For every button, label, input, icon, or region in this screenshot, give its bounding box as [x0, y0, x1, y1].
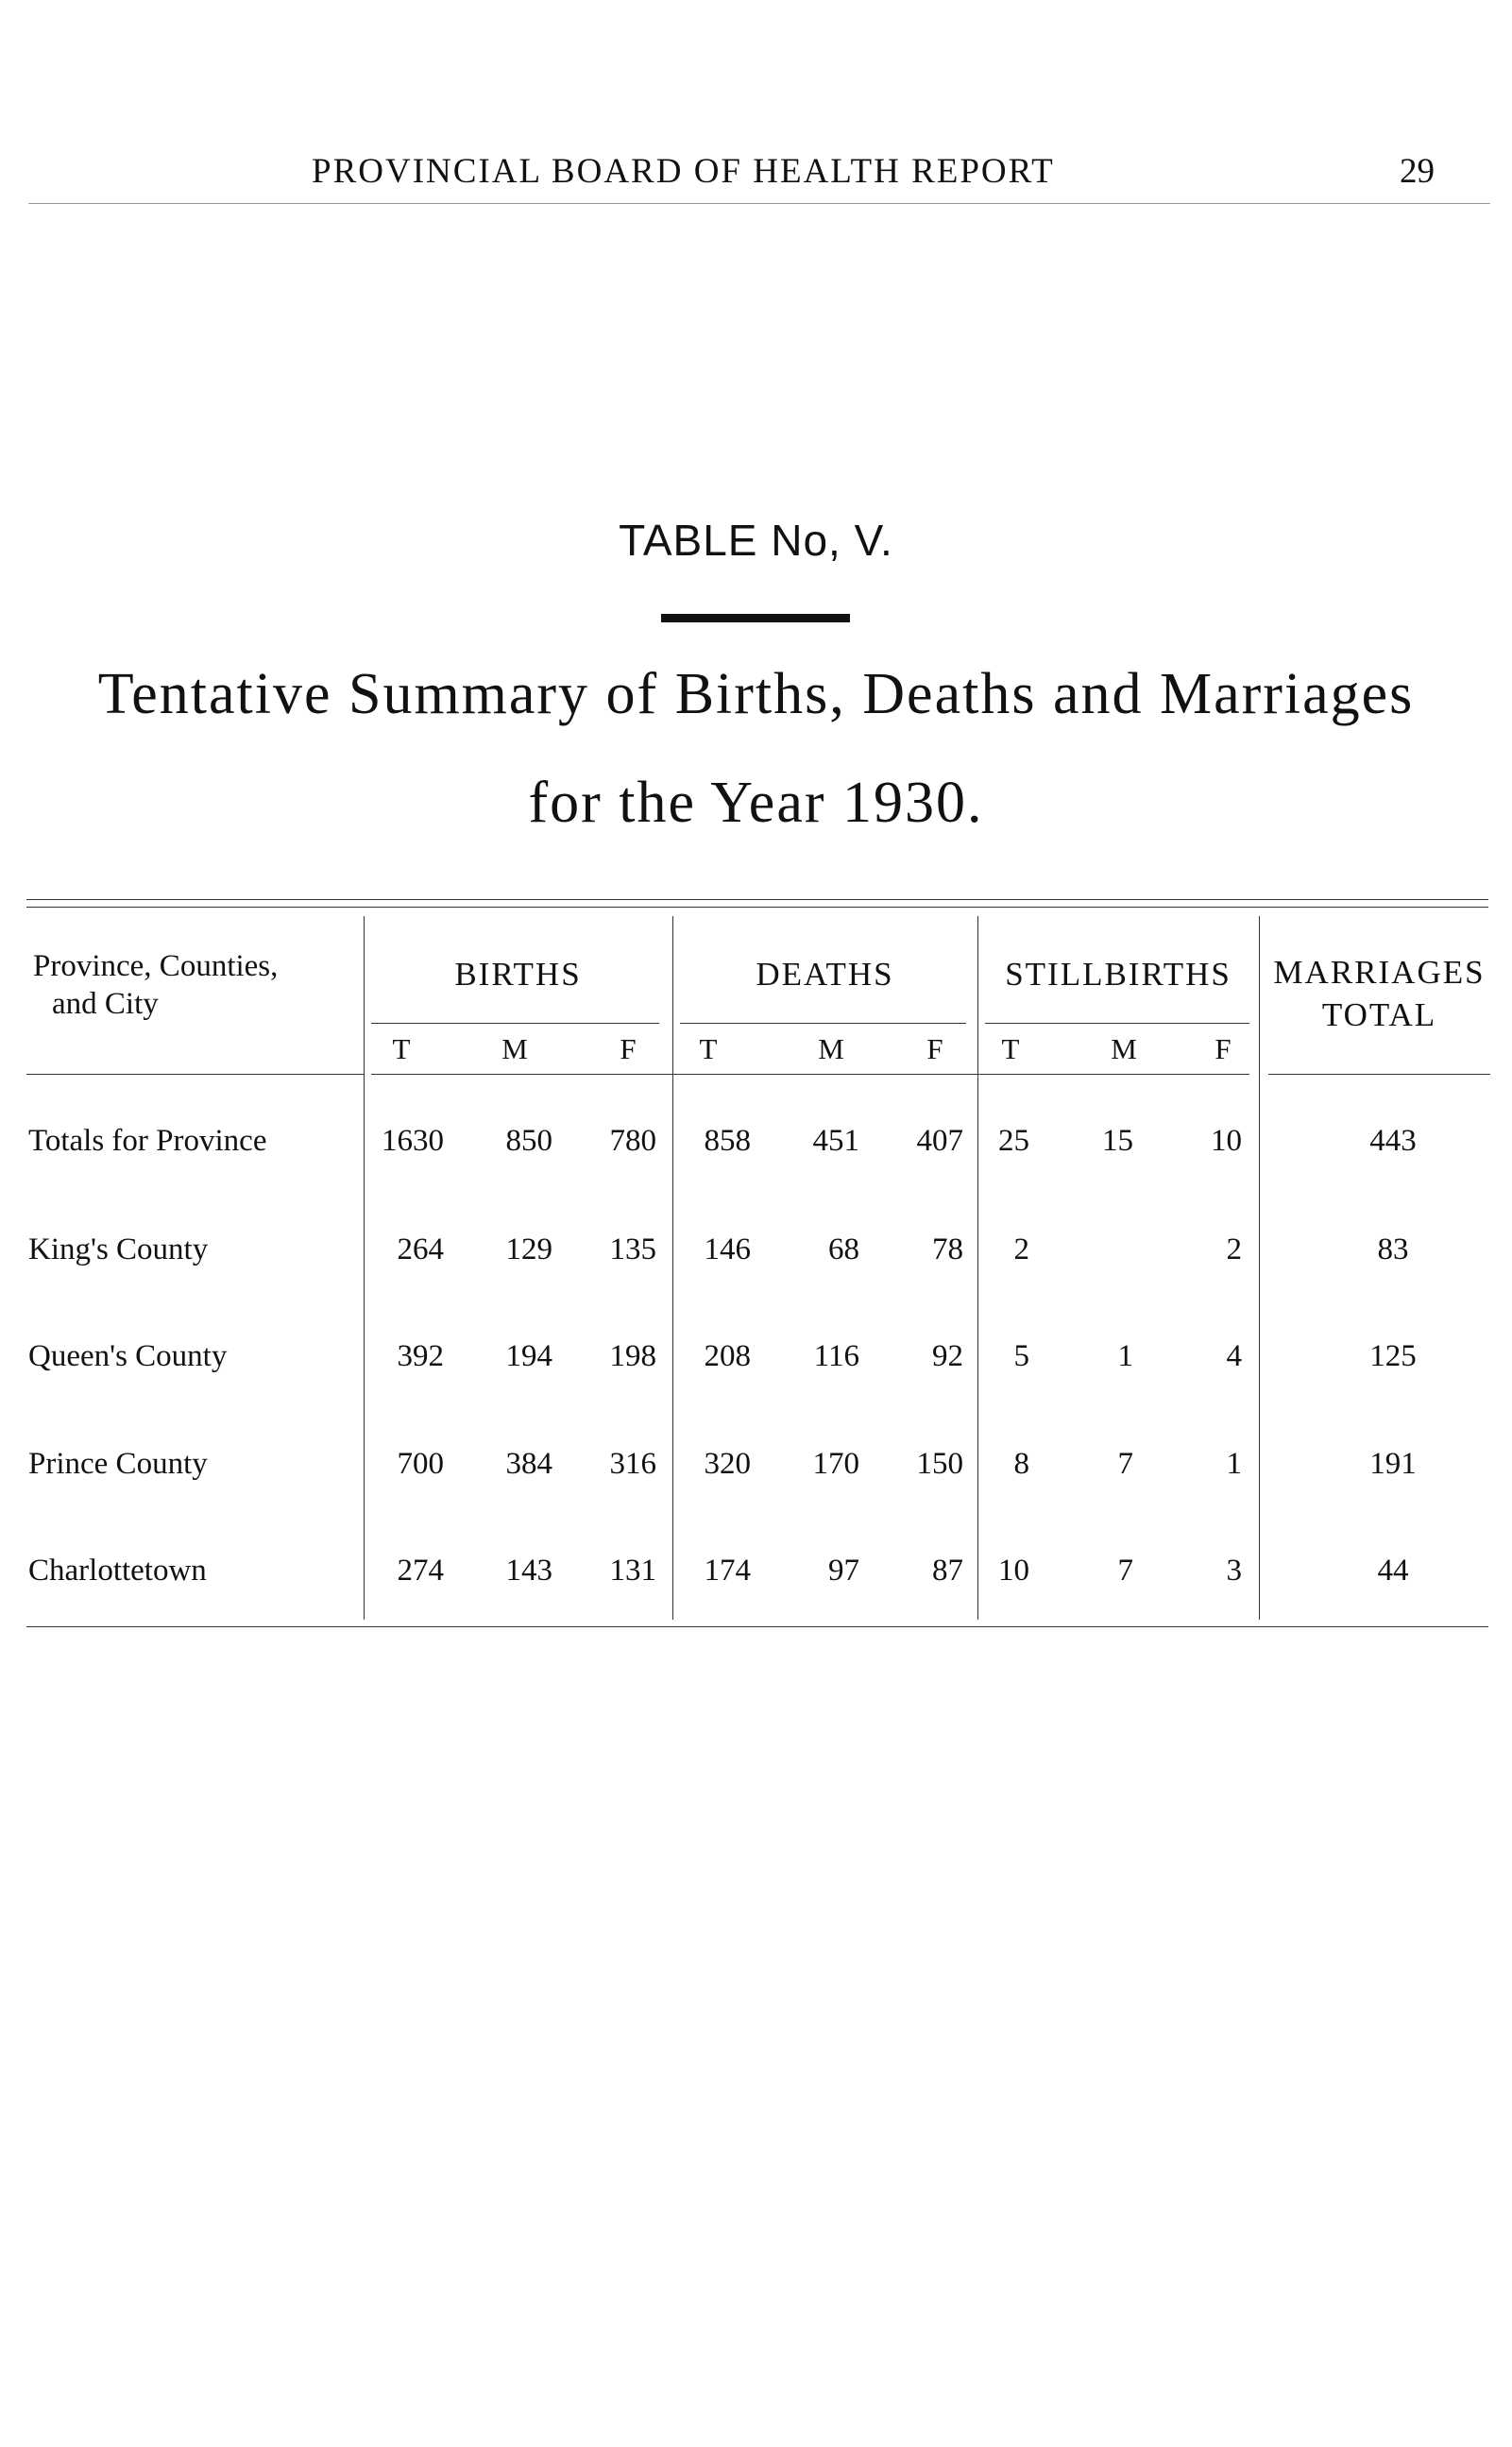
stillbirths-female: 1 [1226, 1447, 1242, 1481]
deaths-total: 320 [704, 1447, 751, 1481]
stillbirths-male: 1 [1117, 1339, 1133, 1373]
stillbirths-total: 25 [998, 1124, 1029, 1158]
deaths-header: DEATHS [756, 956, 894, 993]
col-divider [672, 916, 673, 1620]
births-male: 129 [505, 1232, 552, 1266]
births-total: 264 [397, 1232, 444, 1266]
stillbirths-f-header: F [1215, 1032, 1232, 1065]
header-bottom-rule [26, 1074, 364, 1075]
births-total: 392 [397, 1339, 444, 1373]
deaths-f-header: F [926, 1032, 943, 1065]
stillbirths-total: 8 [1013, 1447, 1029, 1481]
marriages-total: 83 [1377, 1232, 1409, 1266]
stillbirths-total: 2 [1013, 1232, 1029, 1266]
births-male: 384 [505, 1447, 552, 1481]
stillbirths-male: 15 [1102, 1124, 1133, 1158]
births-male: 143 [505, 1554, 552, 1588]
stillbirths-male: 7 [1117, 1554, 1133, 1588]
stillbirths-header: STILLBIRTHS [1005, 956, 1232, 993]
marriages-header-1: MARRIAGES [1273, 954, 1486, 991]
births-female: 135 [609, 1232, 656, 1266]
stillbirths-female: 4 [1226, 1339, 1242, 1373]
stub-header-line-2: and City [52, 987, 159, 1021]
births-m-header: M [501, 1032, 528, 1065]
table-top-rule-2 [26, 907, 1488, 908]
stillbirths-sub-rule [985, 1023, 1249, 1024]
births-t-header: T [392, 1032, 411, 1065]
marriages-total: 191 [1369, 1447, 1417, 1481]
deaths-male: 116 [813, 1339, 859, 1373]
stillbirths-female: 2 [1226, 1232, 1242, 1266]
deaths-total: 208 [704, 1339, 751, 1373]
stillbirths-m-header: M [1111, 1032, 1137, 1065]
deaths-t-header: T [699, 1032, 718, 1065]
births-male: 850 [505, 1124, 552, 1158]
births-female: 780 [609, 1124, 656, 1158]
title-rule [661, 614, 850, 622]
stillbirths-t-header: T [1001, 1032, 1020, 1065]
deaths-female: 407 [916, 1124, 963, 1158]
deaths-total: 146 [704, 1232, 751, 1266]
deaths-male: 451 [812, 1124, 859, 1158]
births-f-header: F [620, 1032, 637, 1065]
stillbirths-female: 3 [1226, 1554, 1242, 1588]
row-label: Charlottetown [28, 1554, 207, 1588]
heading-line-1: Tentative Summary of Births, Deaths and Marriages [97, 662, 1415, 726]
marriages-total: 125 [1369, 1339, 1417, 1373]
header-bottom-rule [1268, 1074, 1490, 1075]
deaths-male: 170 [812, 1447, 859, 1481]
header-rule [28, 203, 1490, 204]
col-divider [364, 916, 365, 1620]
deaths-total: 174 [704, 1554, 751, 1588]
page-number: 29 [1400, 152, 1435, 191]
deaths-female: 150 [916, 1447, 963, 1481]
header-bottom-rule [371, 1074, 1249, 1075]
stillbirths-female: 10 [1211, 1124, 1242, 1158]
births-female: 316 [609, 1447, 656, 1481]
births-total: 274 [397, 1554, 444, 1588]
births-female: 198 [609, 1339, 656, 1373]
table-top-rule [26, 899, 1488, 900]
deaths-m-header: M [818, 1032, 844, 1065]
running-head: PROVINCIAL BOARD OF HEALTH REPORT [312, 152, 1055, 191]
deaths-sub-rule [680, 1023, 966, 1024]
table-label: TABLE No, V. [619, 516, 893, 565]
heading-line-2: for the Year 1930. [528, 771, 984, 835]
stillbirths-total: 5 [1013, 1339, 1029, 1373]
deaths-female: 87 [932, 1554, 963, 1588]
deaths-female: 92 [932, 1339, 963, 1373]
births-total: 1630 [382, 1124, 444, 1158]
births-sub-rule [371, 1023, 659, 1024]
births-male: 194 [505, 1339, 552, 1373]
deaths-male: 97 [828, 1554, 859, 1588]
row-label: Queen's County [28, 1339, 228, 1373]
births-female: 131 [609, 1554, 656, 1588]
deaths-total: 858 [704, 1124, 751, 1158]
row-label: Prince County [28, 1447, 208, 1481]
stillbirths-male: 7 [1117, 1447, 1133, 1481]
row-label: Totals for Province [28, 1124, 267, 1158]
table-bottom-rule [26, 1626, 1488, 1627]
deaths-female: 78 [932, 1232, 963, 1266]
marriages-total: 443 [1369, 1124, 1417, 1158]
stillbirths-total: 10 [998, 1554, 1029, 1588]
col-divider [977, 916, 978, 1620]
births-total: 700 [397, 1447, 444, 1481]
births-header: BIRTHS [454, 956, 582, 993]
marriages-total: 44 [1377, 1554, 1409, 1588]
stub-header-line-1: Province, Counties, [33, 949, 279, 983]
deaths-male: 68 [828, 1232, 859, 1266]
marriages-header-2: TOTAL [1321, 996, 1437, 1033]
row-label: King's County [28, 1232, 209, 1266]
